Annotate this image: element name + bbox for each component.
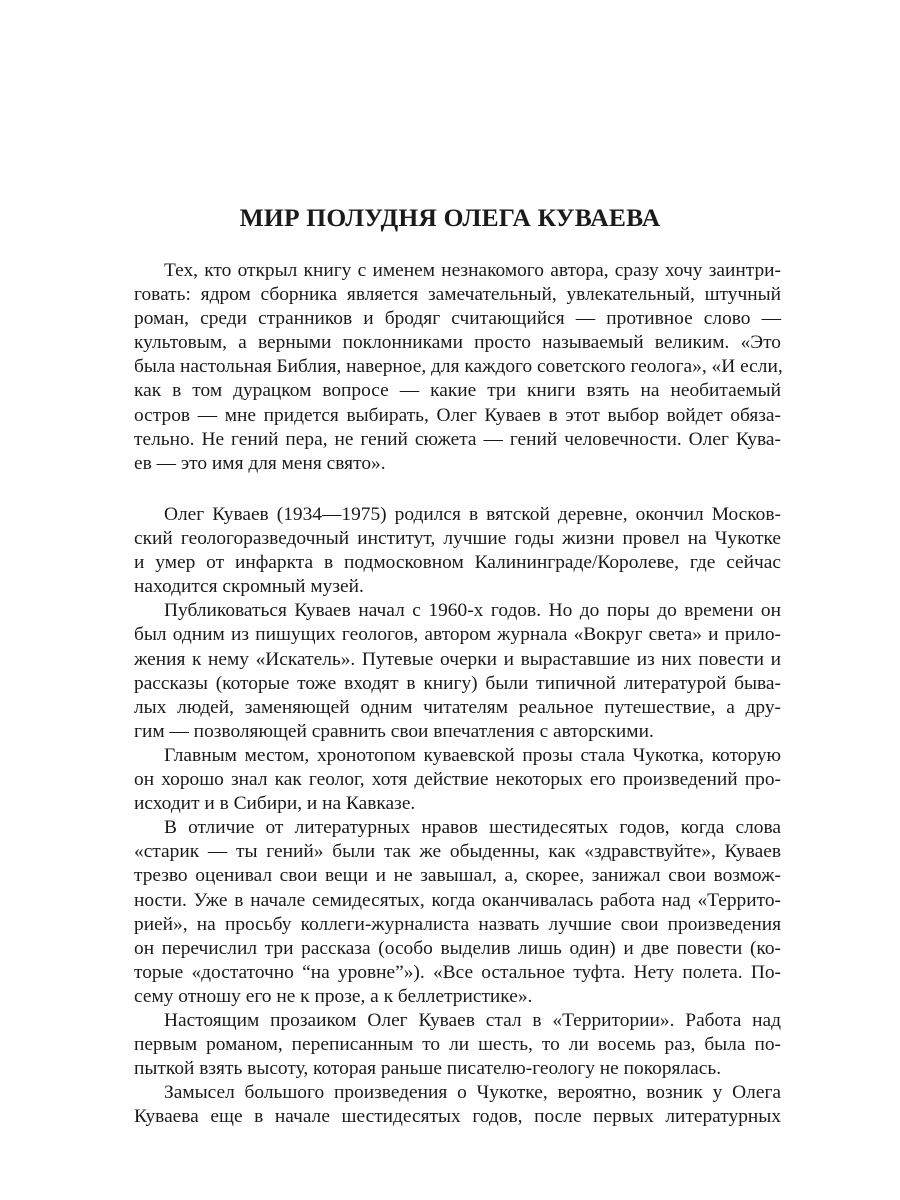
text-line: культовым, а верными поклонниками просто называемый великим. «Это <box>134 332 781 354</box>
text-line: Тех, кто открыл книгу с именем незнакомого автора, сразу хочу заинтри- <box>164 260 781 281</box>
text-line: жения к нему «Искатель». Путевые очерки и выраставшие из них повести и <box>134 648 781 670</box>
intro-paragraph <box>134 259 781 476</box>
text-line: он перечислил три рассказа (особо выделив лишь один) и две повести (ко- <box>134 937 781 959</box>
text-line: лых людей, заменяющей одним читателям реальное путешествие, а дру- <box>134 696 781 718</box>
text-line: ский геологоразведочный институт, лучшие годы жизни провел на Чукотке <box>134 528 781 550</box>
text-line: трезво оценивал свои вещи и не завышал, а, скорее, занижал свои возмож- <box>134 865 781 887</box>
text-line: Олег Куваев (1934—1975) родился в вятской деревне, окончил Москов- <box>164 504 781 525</box>
text-line: рией», на просьбу коллеги-журналиста назвать лучшие свои произведения <box>134 913 781 935</box>
text-line: Настоящим прозаиком Олег Куваев стал в «Территории». Работа над <box>164 1009 781 1031</box>
text-line: остров — мне придется выбирать, Олег Куваев в этот выбор войдет обяза- <box>134 404 781 426</box>
text-line: был одним из пишущих геологов, автором журнала «Вокруг света» и прило- <box>134 624 781 646</box>
text-line: как в том дурацком вопросе — какие три книги взять на необитаемый <box>134 380 781 402</box>
chapter-title: МИР ПОЛУДНЯ ОЛЕГА КУВАЕВА <box>239 203 661 232</box>
text-line: сему отношу его не к прозе, а к беллетристике». <box>134 985 533 1007</box>
body-text <box>134 503 781 1129</box>
text-line: первым романом, переписанным то ли шесть, то ли восемь раз, была по- <box>134 1034 781 1056</box>
text-line: «старик — ты гений» были так же обыденны, как «здравствуйте», Куваев <box>134 841 781 863</box>
text-line: Публиковаться Куваев начал с 1960-х годов. Но до поры до времени он <box>164 600 781 622</box>
text-line: рассказы (которые тоже входят в книгу) были типичной литературой быва- <box>134 672 781 694</box>
text-line: тельно. Не гений пера, не гений сюжета — гений человечности. Олег Кува- <box>134 428 781 450</box>
text-line: и умер от инфаркта в подмосковном Калининграде/Королеве, где сейчас <box>134 552 781 574</box>
text-line: исходит и в Сибири, и на Кавказе. <box>134 793 416 815</box>
text-line: ев — это имя для меня свято». <box>134 452 386 474</box>
text-line: В отличие от литературных нравов шестидесятых годов, когда слова <box>164 817 781 839</box>
text-line: была настольная Библия, наверное, для каждого советского геолога», «И если, <box>134 356 783 378</box>
text-line: он хорошо знал как геолог, хотя действие некоторых его произведений про- <box>134 769 781 791</box>
text-line: пыткой взять высоту, которая раньше писателю-геологу не покорялась. <box>134 1058 722 1080</box>
text-line: гим — позволяющей сравнить свои впечатления с авторскими. <box>134 720 654 742</box>
text-line: ности. Уже в начале семидесятых, когда оканчивалась работа над «Террито- <box>134 889 781 911</box>
text-line: Главным местом, хронотопом куваевской прозы стала Чукотка, которую <box>164 744 781 766</box>
text-line: роман, среди странников и бродяг считающийся — противное слово — <box>134 308 781 330</box>
text-line: Куваева еще в начале шестидесятых годов, после первых литературных <box>134 1106 781 1128</box>
text-line: говать: ядром сборника является замечательный, увлекательный, штучный <box>134 284 781 306</box>
text-line: находится скромный музей. <box>134 576 364 598</box>
text-line: торые «достаточно “на уровне”»). «Все остальное туфта. Нету полета. По- <box>134 961 781 983</box>
text-line: Замысел большого произведения о Чукотке, вероятно, возник у Олега <box>164 1082 781 1104</box>
